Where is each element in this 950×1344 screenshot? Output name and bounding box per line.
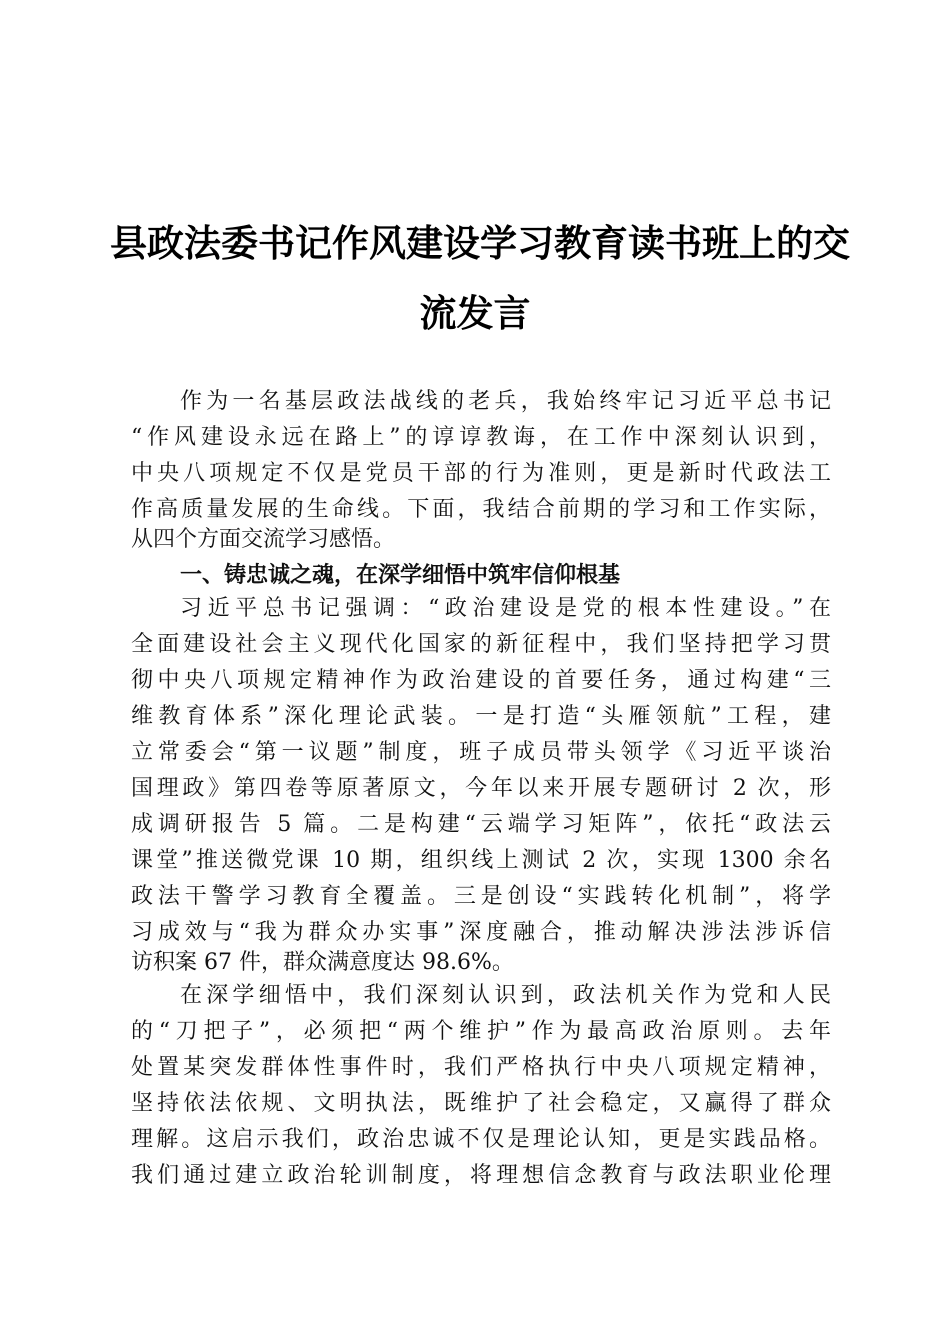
document-title-line-1: 县政法委书记作风建设学习教育读书班上的交 — [110, 221, 850, 265]
section1-paragraph1-line: 全面建设社会主义现代化国家的新征程中，我们坚持把学习贯 — [131, 632, 831, 657]
intro-paragraph-line: 作为一名基层政法战线的老兵，我始终牢记习近平总书记 — [180, 389, 831, 414]
section1-paragraph1-line: 课堂”推送微党课 10 期，组织线上测试 2 次，实现 1300 余名 — [131, 848, 831, 873]
section-heading-1: 一、铸忠诚之魂，在深学细悟中筑牢信仰根基 — [180, 563, 621, 588]
section1-paragraph1-line: 习成效与“我为群众办实事”深度融合，推动解决涉法涉诉信 — [131, 920, 831, 945]
section1-paragraph2-line: 处置某突发群体性事件时，我们严格执行中央八项规定精神， — [131, 1055, 831, 1080]
section1-paragraph1-line: 国理政》第四卷等原著原文，今年以来开展专题研讨 2 次，形 — [131, 776, 831, 801]
section1-paragraph1-line: 彻中央八项规定精神作为政治建设的首要任务，通过构建“三 — [131, 668, 831, 693]
section1-paragraph1-line: 访积案 67 件，群众满意度达 98.6%。 — [131, 950, 514, 975]
section1-paragraph1-line: 维教育体系”深化理论武装。一是打造“头雁领航”工程，建 — [131, 704, 831, 729]
section1-paragraph2-line: 坚持依法依规、文明执法，既维护了社会稳定，又赢得了群众 — [131, 1091, 831, 1116]
intro-paragraph-line: “作风建设永远在路上”的谆谆教诲，在工作中深刻认识到， — [131, 425, 831, 450]
intro-paragraph-line: 作高质量发展的生命线。下面，我结合前期的学习和工作实际， — [131, 497, 831, 522]
section1-paragraph2-line: 的“刀把子”，必须把“两个维护”作为最高政治原则。去年 — [131, 1019, 831, 1044]
section1-paragraph1-line: 立常委会“第一议题”制度，班子成员带头领学《习近平谈治 — [131, 740, 831, 765]
section1-paragraph2-line: 在深学细悟中，我们深刻认识到，政法机关作为党和人民 — [180, 983, 831, 1008]
section1-paragraph1-line: 政法干警学习教育全覆盖。三是创设“实践转化机制”，将学 — [131, 884, 831, 909]
section1-paragraph2-line: 理解。这启示我们，政治忠诚不仅是理论认知，更是实践品格。 — [131, 1127, 831, 1152]
section1-paragraph1-line: 成调研报告 5 篇。二是构建“云端学习矩阵”，依托“政法云 — [131, 812, 831, 837]
intro-paragraph-line: 从四个方面交流学习感悟。 — [131, 527, 396, 552]
section1-paragraph2-line: 我们通过建立政治轮训制度，将理想信念教育与政法职业伦理 — [131, 1163, 831, 1188]
section1-paragraph1-line: 习近平总书记强调：“政治建设是党的根本性建设。”在 — [180, 596, 831, 621]
intro-paragraph-line: 中央八项规定不仅是党员干部的行为准则，更是新时代政法工 — [131, 461, 831, 486]
document-title-line-2: 流发言 — [419, 291, 531, 335]
